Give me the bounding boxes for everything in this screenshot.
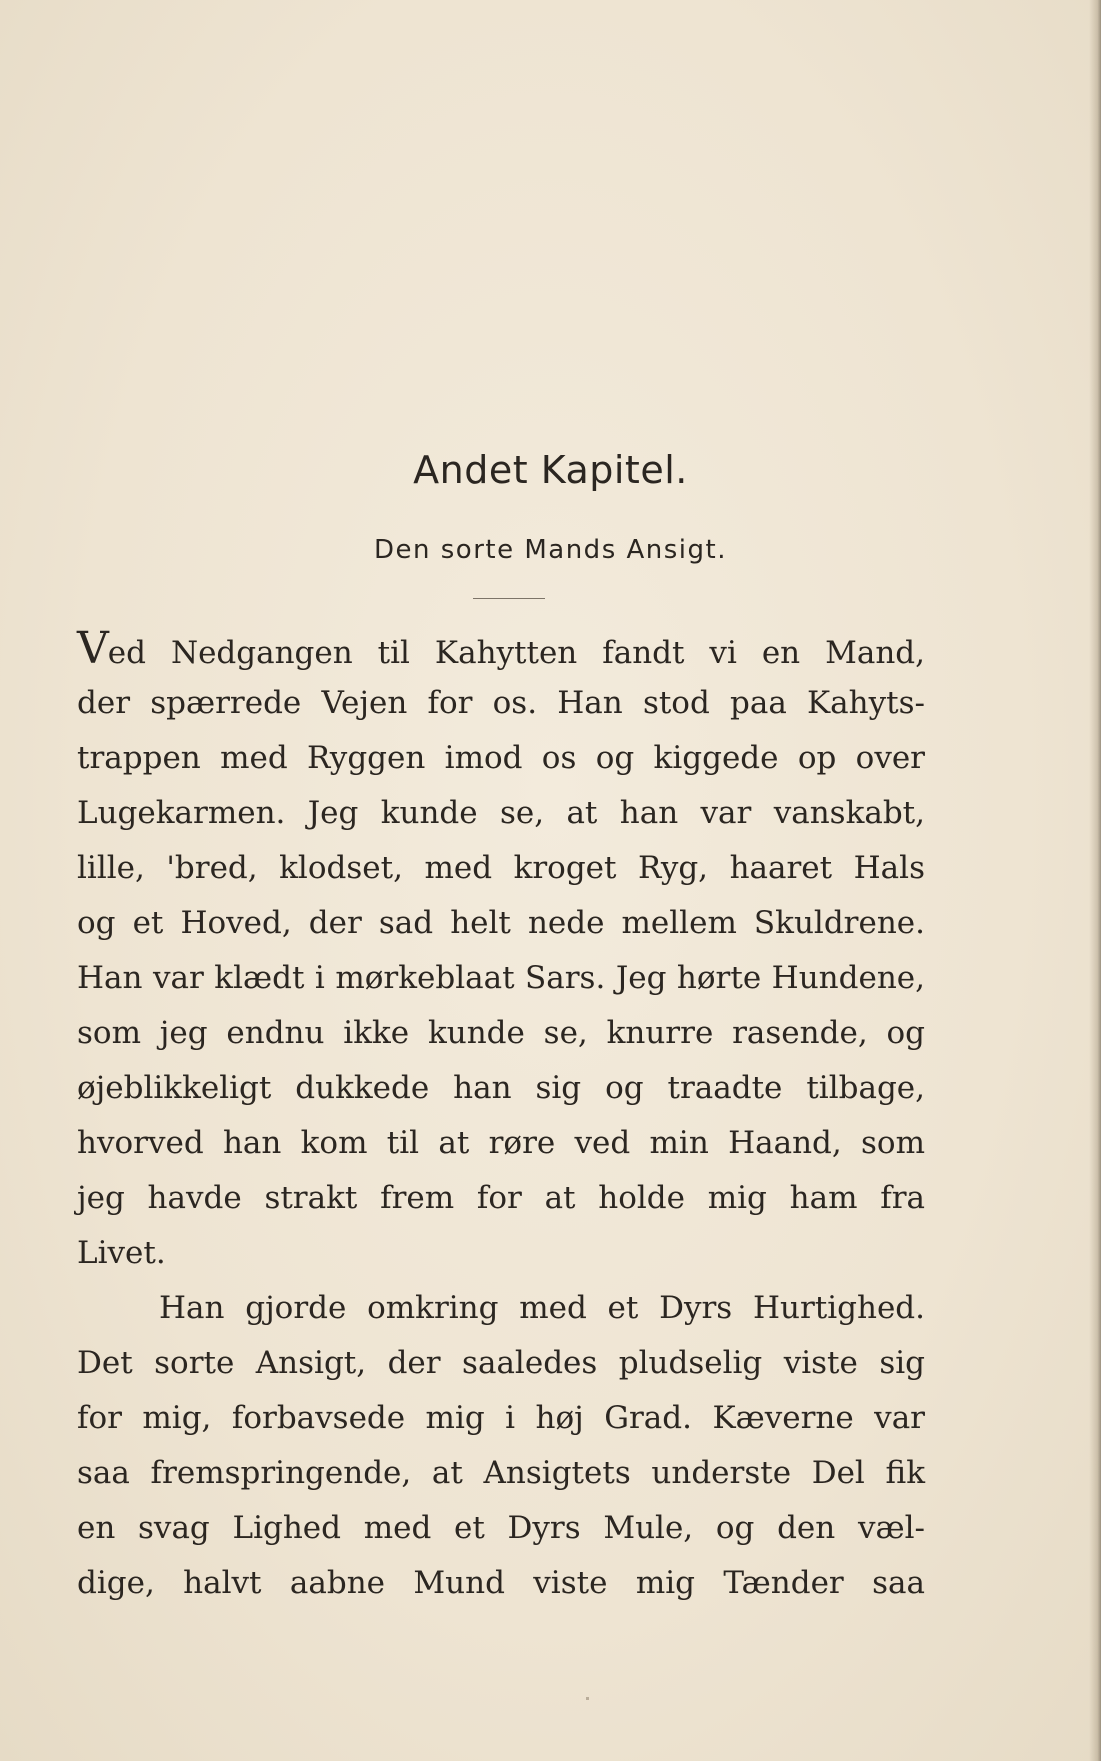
text-line: for mig, forbavsede mig i høj Grad. Kæverne var [77, 1400, 925, 1436]
drop-cap: V [77, 623, 109, 674]
page-speck [586, 1697, 589, 1700]
body-text [77, 621, 925, 1611]
text-line: hvorved han kom til at røre ved min Haand, som [77, 1125, 925, 1161]
title-divider [473, 598, 545, 599]
text-line: en svag Lighed med et Dyrs Mule, og den væl- [77, 1510, 925, 1546]
text-line: dige, halvt aabne Mund viste mig Tænder saa [77, 1565, 925, 1601]
text-line: Ved Nedgangen til Kahytten fandt vi en Mand, [77, 623, 925, 674]
chapter-title: Andet Kapitel. [413, 448, 688, 492]
text-line: lille, 'bred, klodset, med kroget Ryg, haaret Hals [77, 850, 925, 886]
text-line: saa fremspringende, at Ansigtets underste Del fik [77, 1455, 925, 1491]
text-line: som jeg endnu ikke kunde se, knurre rasende, og [77, 1015, 925, 1051]
text-line: og et Hoved, der sad helt nede mellem Skuldrene. [77, 905, 925, 941]
text-line: Lugekarmen. Jeg kunde se, at han var vanskabt, [77, 795, 925, 831]
text-line: Han gjorde omkring med et Dyrs Hurtighed. [159, 1290, 925, 1326]
text-line: Det sorte Ansigt, der saaledes pludselig viste sig [77, 1345, 925, 1381]
text-line: der spærrede Vejen for os. Han stod paa Kahyts- [77, 685, 925, 721]
text-line: Han var klædt i mørkeblaat Sars. Jeg hørte Hundene, [77, 960, 925, 996]
text-line: øjeblikkeligt dukkede han sig og traadte tilbage, [77, 1070, 925, 1106]
page-edge-shadow [1089, 0, 1101, 1761]
text-line: Livet. [77, 1235, 166, 1271]
chapter-subtitle: Den sorte Mands Ansigt. [373, 535, 727, 565]
text-line: jeg havde strakt frem for at holde mig ham fra [77, 1180, 925, 1216]
text-line: trappen med Ryggen imod os og kiggede op over [77, 740, 925, 776]
